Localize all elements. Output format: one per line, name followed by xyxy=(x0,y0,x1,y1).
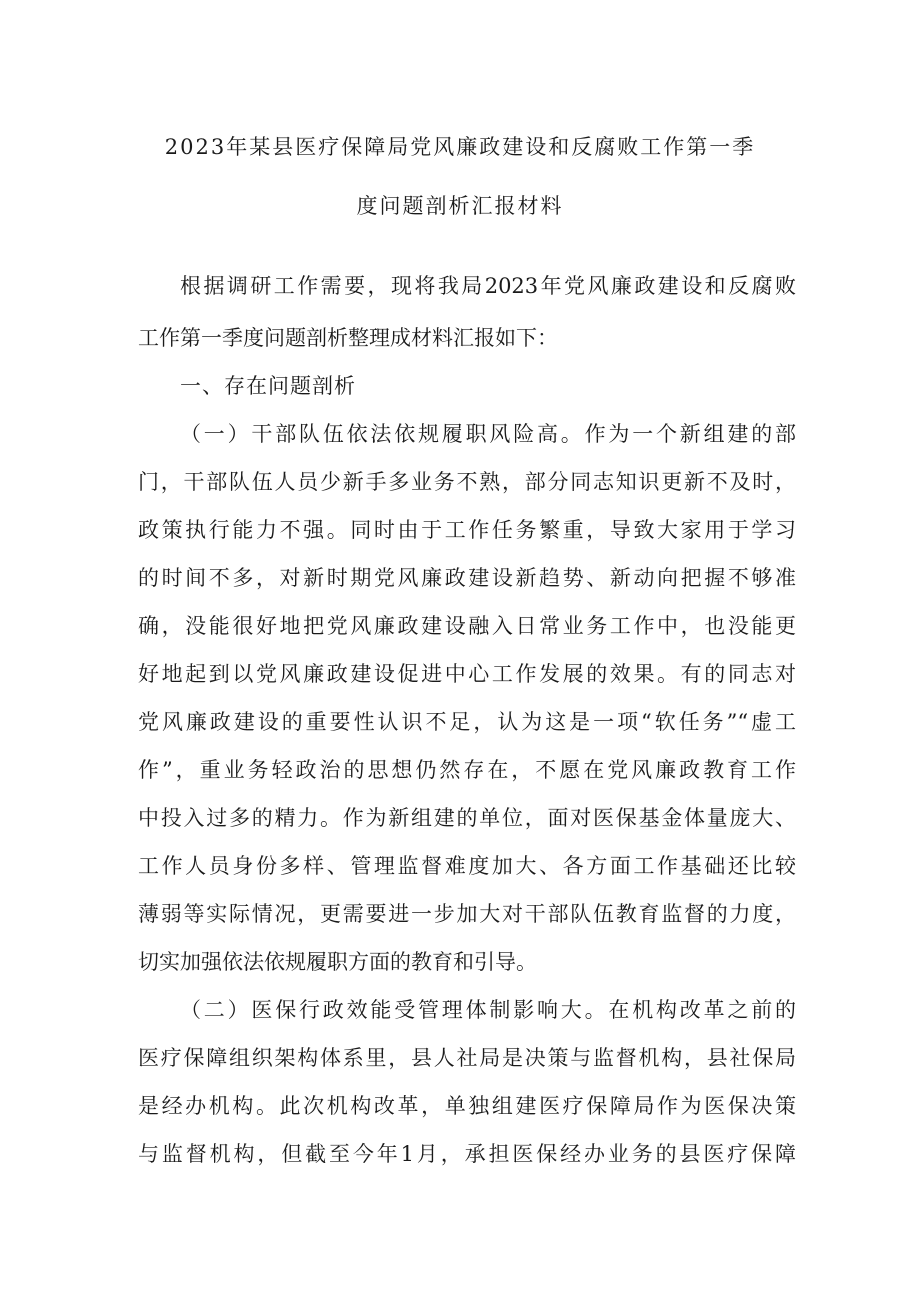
paragraph-line: 好地起到以党风廉政建设促进中心工作发展的效果。有的同志对 xyxy=(138,662,796,686)
paragraph-line: 与监督机构，但截至今年1月，承担医保经办业务的县医疗保障 xyxy=(138,1142,796,1166)
paragraph-line: 薄弱等实际情况，更需要进一步加大对干部队伍教育监督的力度， xyxy=(138,902,796,926)
section-heading: 一、存在问题剖析 xyxy=(180,374,356,398)
paragraph-line: 中投入过多的精力。作为新组建的单位，面对医保基金体量庞大、 xyxy=(138,806,796,830)
paragraph-line: （一）干部队伍依法依规履职风险高。作为一个新组建的部 xyxy=(180,422,796,446)
paragraph-line: 工作人员身份多样、管理监督难度加大、各方面工作基础还比较 xyxy=(138,854,796,878)
paragraph-line: 是经办机构。此次机构改革，单独组建医疗保障局作为医保决策 xyxy=(138,1094,796,1118)
paragraph-line: 党风廉政建设的重要性认识不足，认为这是一项“软任务”“虚工 xyxy=(138,710,796,734)
paragraph-line: （二）医保行政效能受管理体制影响大。在机构改革之前的 xyxy=(180,998,796,1022)
paragraph-line: 切实加强依法依规履职方面的教育和引导。 xyxy=(138,950,537,974)
document-title-line-1: 2023年某县医疗保障局党风廉政建设和反腐败工作第一季 xyxy=(164,135,756,159)
paragraph-line: 政策执行能力不强。同时由于工作任务繁重，导致大家用于学习 xyxy=(138,518,796,542)
intro-line: 工作第一季度问题剖析整理成材料汇报如下： xyxy=(138,326,558,350)
paragraph-line: 确，没能很好地把党风廉政建设融入日常业务工作中，也没能更 xyxy=(138,614,796,638)
intro-line: 根据调研工作需要，现将我局2023年党风廉政建设和反腐败 xyxy=(180,274,796,298)
paragraph-line: 的时间不多，对新时期党风廉政建设新趋势、新动向把握不够准 xyxy=(138,566,796,590)
paragraph-line: 医疗保障组织架构体系里，县人社局是决策与监督机构，县社保局 xyxy=(138,1046,796,1070)
document-title-line-2: 度问题剖析汇报材料 xyxy=(356,194,564,218)
paragraph-line: 作”，重业务轻政治的思想仍然存在，不愿在党风廉政教育工作 xyxy=(138,758,796,782)
paragraph-line: 门，干部队伍人员少新手多业务不熟，部分同志知识更新不及时， xyxy=(138,470,796,494)
